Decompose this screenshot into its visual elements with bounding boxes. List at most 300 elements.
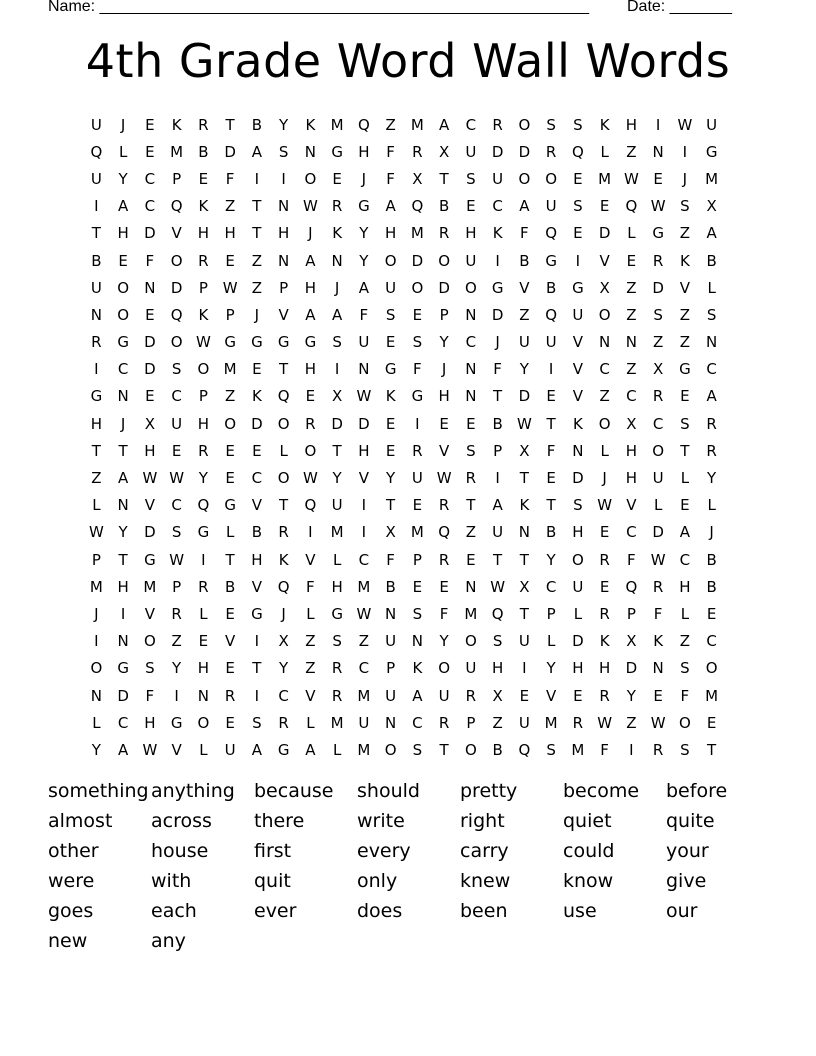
grid-letter: Y [118, 169, 128, 188]
grid-letter: E [412, 577, 423, 596]
grid-letter: T [519, 469, 529, 488]
grid-letter: V [572, 387, 583, 406]
grid-letter: A [492, 496, 503, 515]
grid-letter: S [278, 142, 289, 161]
grid-letter: W [169, 550, 185, 569]
grid-letter: P [225, 305, 235, 324]
grid-letter: V [679, 278, 690, 297]
grid-letter: M [330, 713, 344, 732]
grid-letter: H [197, 659, 210, 678]
grid-letter: M [464, 604, 478, 623]
word-bank-item: there [254, 810, 305, 832]
grid-letter: F [493, 360, 502, 379]
grid-letter: E [573, 224, 583, 243]
grid-letter: I [174, 686, 179, 705]
grid-letter: J [682, 169, 688, 188]
grid-letter: T [439, 740, 449, 759]
grid-letter: Z [492, 713, 503, 732]
grid-letter: Q [357, 115, 370, 134]
grid-letter: B [492, 414, 503, 433]
grid-letter: V [626, 496, 637, 515]
grid-letter: V [438, 441, 450, 460]
grid-letter: L [199, 740, 208, 759]
grid-letter: E [519, 686, 530, 705]
grid-letter: K [198, 197, 209, 216]
grid-letter: B [198, 142, 209, 161]
word-bank-item: been [460, 900, 508, 922]
grid-letter: G [144, 550, 156, 569]
word-bank-item: ever [254, 900, 297, 922]
grid-letter: G [358, 197, 370, 216]
grid-letter: V [572, 360, 583, 379]
grid-letter: L [332, 740, 342, 759]
grid-row [83, 356, 725, 383]
grid-letter: E [573, 169, 583, 188]
grid-letter: L [332, 550, 342, 569]
grid-letter: S [412, 333, 423, 352]
grid-letter: C [171, 496, 182, 515]
grid-letter: G [224, 333, 236, 352]
grid-letter: O [464, 740, 477, 759]
grid-letter: C [251, 469, 263, 488]
grid-letter: R [572, 713, 584, 732]
grid-letter: R [412, 441, 423, 460]
grid-letter: E [145, 305, 155, 324]
grid-letter: Z [251, 278, 263, 297]
grid-letter: Z [385, 115, 396, 134]
grid-letter: C [465, 333, 477, 352]
grid-letter: T [118, 441, 128, 460]
grid-letter: H [90, 414, 103, 433]
grid-letter: C [117, 360, 129, 379]
grid-letter: F [520, 224, 529, 243]
grid-letter: U [545, 333, 557, 352]
grid-letter: A [519, 197, 530, 216]
grid-row [83, 274, 725, 301]
grid-letter: J [120, 414, 126, 433]
grid-letter: P [546, 604, 556, 623]
grid-letter: O [224, 414, 237, 433]
grid-letter: T [546, 496, 556, 515]
grid-letter: R [224, 686, 236, 705]
grid-letter: C [545, 577, 557, 596]
grid-letter: L [653, 496, 663, 515]
grid-letter: M [223, 360, 237, 379]
grid-letter: I [334, 360, 340, 379]
grid-letter: Z [626, 278, 637, 297]
grid-letter: J [361, 169, 367, 188]
grid-letter: N [331, 251, 343, 270]
grid-letter: V [305, 686, 316, 705]
grid-letter: M [571, 740, 585, 759]
grid-letter: A [305, 740, 316, 759]
grid-letter: Z [305, 632, 316, 651]
grid-letter: K [198, 305, 209, 324]
grid-letter: H [197, 224, 210, 243]
grid-letter: Q [277, 577, 290, 596]
grid-letter: H [491, 659, 504, 678]
grid-letter: G [384, 360, 397, 379]
grid-letter: L [680, 469, 690, 488]
grid-letter: N [652, 142, 664, 161]
grid-letter: J [254, 305, 260, 324]
grid-letter: H [384, 224, 397, 243]
grid-letter: W [436, 469, 452, 488]
grid-letter: J [94, 604, 99, 623]
grid-letter: N [465, 360, 477, 379]
grid-letter: H [572, 659, 584, 678]
grid-letter: U [572, 305, 584, 324]
grid-letter: N [625, 333, 637, 352]
grid-letter: D [491, 305, 504, 324]
grid-letter: T [386, 496, 396, 515]
word-bank-item: every [357, 840, 411, 862]
grid-letter: F [386, 550, 395, 569]
grid-letter: T [680, 441, 690, 460]
grid-letter: D [572, 469, 584, 488]
grid-letter: O [411, 278, 424, 297]
grid-letter: D [251, 414, 263, 433]
grid-row [83, 437, 725, 464]
grid-letter: Q [545, 224, 558, 243]
grid-letter: S [653, 305, 663, 324]
grid-letter: G [251, 604, 263, 623]
grid-letter: B [224, 577, 236, 596]
grid-letter: H [572, 523, 584, 542]
grid-letter: V [305, 550, 316, 569]
grid-letter: O [598, 305, 611, 324]
grid-letter: U [385, 686, 397, 705]
grid-letter: A [679, 523, 690, 542]
grid-letter: B [251, 523, 263, 542]
grid-letter: Q [170, 197, 183, 216]
grid-letter: F [386, 169, 395, 188]
grid-row [83, 492, 725, 519]
grid-letter: Y [439, 632, 449, 651]
grid-letter: F [439, 604, 449, 623]
grid-letter: H [679, 577, 691, 596]
grid-letter: O [197, 360, 210, 379]
grid-letter: K [492, 224, 503, 243]
grid-letter: N [117, 496, 129, 515]
grid-letter: R [652, 387, 664, 406]
grid-letter: J [120, 115, 126, 134]
grid-letter: P [172, 577, 182, 596]
grid-letter: R [278, 523, 289, 542]
grid-letter: D [652, 278, 664, 297]
grid-letter: F [359, 305, 369, 324]
grid-letter: N [572, 441, 584, 460]
grid-letter: E [385, 414, 396, 433]
grid-letter: O [438, 251, 451, 270]
grid-letter: N [90, 686, 102, 705]
grid-letter: C [492, 197, 503, 216]
grid-letter: O [518, 169, 531, 188]
grid-letter: H [277, 224, 290, 243]
grid-row [83, 111, 725, 138]
word-bank-item: quite [666, 810, 715, 832]
grid-letter: E [145, 142, 155, 161]
grid-letter: Q [625, 577, 638, 596]
grid-letter: P [172, 169, 182, 188]
word-bank-item: before [666, 780, 728, 802]
grid-letter: A [117, 197, 129, 216]
grid-letter: B [385, 577, 396, 596]
grid-letter: A [706, 224, 717, 243]
grid-row [83, 519, 725, 546]
word-search-grid [83, 111, 725, 764]
grid-letter: U [90, 115, 102, 134]
grid-letter: O [384, 251, 397, 270]
grid-letter: N [706, 333, 718, 352]
grid-letter: F [546, 441, 556, 460]
grid-letter: P [386, 659, 396, 678]
grid-letter: O [705, 659, 718, 678]
grid-letter: T [546, 414, 556, 433]
grid-letter: L [225, 523, 235, 542]
grid-letter: G [545, 251, 557, 270]
grid-letter: U [518, 713, 530, 732]
grid-letter: O [277, 469, 290, 488]
grid-letter: B [438, 197, 450, 216]
grid-letter: E [145, 387, 155, 406]
grid-letter: D [652, 523, 664, 542]
grid-letter: O [464, 278, 477, 297]
grid-letter: S [680, 659, 690, 678]
grid-letter: T [332, 441, 342, 460]
grid-letter: H [144, 713, 156, 732]
grid-letter: A [117, 469, 129, 488]
grid-letter: G [277, 740, 290, 759]
grid-letter: X [412, 169, 423, 188]
grid-letter: R [91, 333, 102, 352]
grid-letter: R [438, 224, 450, 243]
grid-letter: U [465, 659, 477, 678]
grid-letter: Q [438, 523, 451, 542]
grid-letter: Z [224, 197, 236, 216]
grid-letter: Z [251, 251, 263, 270]
grid-letter: W [302, 197, 318, 216]
grid-letter: E [706, 604, 717, 623]
word-bank-item: first [254, 840, 292, 862]
grid-letter: R [331, 686, 343, 705]
grid-letter: D [411, 251, 424, 270]
grid-letter: Q [90, 142, 103, 161]
grid-letter: W [169, 469, 185, 488]
grid-letter: R [599, 604, 610, 623]
grid-letter: W [597, 496, 613, 515]
grid-letter: P [412, 550, 422, 569]
grid-letter: D [144, 224, 156, 243]
date-field-label: Date: _______ [627, 0, 732, 15]
grid-letter: D [117, 686, 129, 705]
grid-letter: P [91, 550, 101, 569]
grid-letter: N [465, 387, 477, 406]
grid-letter: M [357, 686, 371, 705]
grid-letter: L [600, 441, 609, 460]
grid-letter: L [306, 713, 315, 732]
grid-row [83, 709, 725, 736]
grid-letter: I [522, 659, 527, 678]
grid-letter: G [304, 333, 317, 352]
grid-letter: Y [546, 550, 556, 569]
grid-letter: V [278, 305, 289, 324]
grid-letter: U [518, 333, 530, 352]
grid-letter: U [90, 169, 102, 188]
grid-letter: S [573, 496, 583, 515]
grid-letter: P [466, 713, 476, 732]
grid-letter: R [706, 441, 717, 460]
grid-letter: G [170, 713, 183, 732]
grid-letter: W [302, 469, 318, 488]
grid-letter: O [545, 169, 558, 188]
grid-letter: A [385, 197, 396, 216]
grid-letter: B [91, 251, 102, 270]
grid-letter: B [706, 251, 717, 270]
grid-letter: L [118, 142, 128, 161]
grid-letter: I [254, 632, 260, 651]
grid-letter: K [251, 387, 262, 406]
grid-letter: W [597, 713, 613, 732]
grid-letter: F [306, 577, 315, 596]
grid-letter: S [171, 360, 182, 379]
grid-letter: I [361, 523, 367, 542]
grid-letter: I [308, 523, 313, 542]
word-bank-item: something [48, 780, 149, 802]
grid-letter: E [599, 197, 610, 216]
grid-letter: A [251, 740, 262, 759]
grid-letter: S [145, 659, 155, 678]
word-bank-item: become [563, 780, 640, 802]
grid-letter: T [519, 550, 529, 569]
word-bank-item: only [357, 870, 398, 892]
grid-letter: U [545, 197, 557, 216]
grid-letter: U [358, 713, 370, 732]
grid-letter: M [330, 523, 344, 542]
grid-letter: R [465, 686, 477, 705]
word-bank-item: pretty [460, 780, 518, 802]
grid-letter: G [331, 604, 343, 623]
grid-letter: Q [277, 387, 290, 406]
grid-letter: H [117, 577, 129, 596]
grid-row [83, 383, 725, 410]
grid-letter: J [602, 469, 607, 488]
grid-letter: Z [224, 387, 236, 406]
grid-letter: M [705, 169, 719, 188]
grid-letter: S [466, 441, 476, 460]
grid-letter: K [519, 496, 530, 515]
grid-letter: M [143, 577, 157, 596]
grid-letter: Y [359, 251, 369, 270]
grid-letter: U [438, 686, 450, 705]
grid-letter: H [304, 360, 317, 379]
grid-letter: H [331, 577, 343, 596]
grid-letter: H [625, 115, 638, 134]
grid-letter: R [652, 251, 664, 270]
grid-row [83, 329, 725, 356]
grid-letter: U [706, 115, 718, 134]
grid-letter: G [197, 523, 210, 542]
grid-letter: U [652, 469, 664, 488]
word-bank-item: because [254, 780, 334, 802]
grid-letter: P [493, 441, 503, 460]
grid-letter: A [117, 740, 129, 759]
grid-letter: U [358, 333, 370, 352]
grid-letter: E [225, 469, 235, 488]
grid-letter: N [117, 632, 129, 651]
grid-letter: R [171, 604, 182, 623]
grid-letter: O [304, 169, 317, 188]
grid-letter: E [385, 333, 396, 352]
grid-letter: M [170, 142, 184, 161]
grid-letter: Q [170, 305, 183, 324]
grid-letter: Y [91, 740, 101, 759]
grid-row [83, 628, 725, 655]
grid-letter: U [518, 632, 530, 651]
grid-letter: S [680, 414, 690, 433]
grid-letter: U [465, 251, 477, 270]
grid-letter: K [171, 115, 182, 134]
grid-letter: V [144, 604, 155, 623]
grid-letter: U [492, 169, 504, 188]
grid-letter: S [171, 523, 182, 542]
grid-letter: E [171, 441, 182, 460]
grid-letter: G [277, 333, 290, 352]
grid-letter: B [545, 278, 557, 297]
grid-letter: O [170, 333, 183, 352]
grid-letter: G [491, 278, 504, 297]
grid-letter: I [201, 550, 206, 569]
grid-letter: E [546, 469, 556, 488]
grid-letter: H [358, 142, 370, 161]
grid-letter: W [222, 278, 238, 297]
grid-letter: K [412, 659, 423, 678]
grid-letter: C [679, 550, 691, 569]
grid-row [83, 193, 725, 220]
grid-letter: Z [305, 659, 316, 678]
grid-letter: T [279, 360, 289, 379]
grid-letter: P [439, 305, 449, 324]
grid-letter: U [385, 632, 397, 651]
grid-letter: R [331, 197, 343, 216]
grid-letter: R [465, 469, 477, 488]
grid-letter: I [361, 496, 367, 515]
grid-letter: Q [491, 604, 504, 623]
grid-letter: R [652, 740, 664, 759]
grid-letter: V [519, 278, 530, 297]
grid-letter: U [171, 414, 183, 433]
grid-letter: W [623, 169, 639, 188]
grid-letter: D [625, 659, 638, 678]
grid-letter: L [627, 224, 636, 243]
grid-letter: D [144, 360, 156, 379]
grid-letter: I [548, 360, 554, 379]
grid-letter: U [411, 469, 423, 488]
grid-letter: J [281, 604, 286, 623]
grid-letter: K [679, 251, 690, 270]
grid-row [83, 247, 725, 274]
grid-letter: R [198, 441, 209, 460]
word-bank-item: use [563, 900, 597, 922]
grid-letter: V [358, 469, 369, 488]
grid-letter: R [412, 142, 423, 161]
grid-row [83, 736, 725, 763]
grid-letter: I [120, 604, 126, 623]
grid-row [83, 655, 725, 682]
grid-letter: W [356, 604, 372, 623]
grid-letter: V [545, 686, 557, 705]
grid-letter: Q [197, 496, 210, 515]
